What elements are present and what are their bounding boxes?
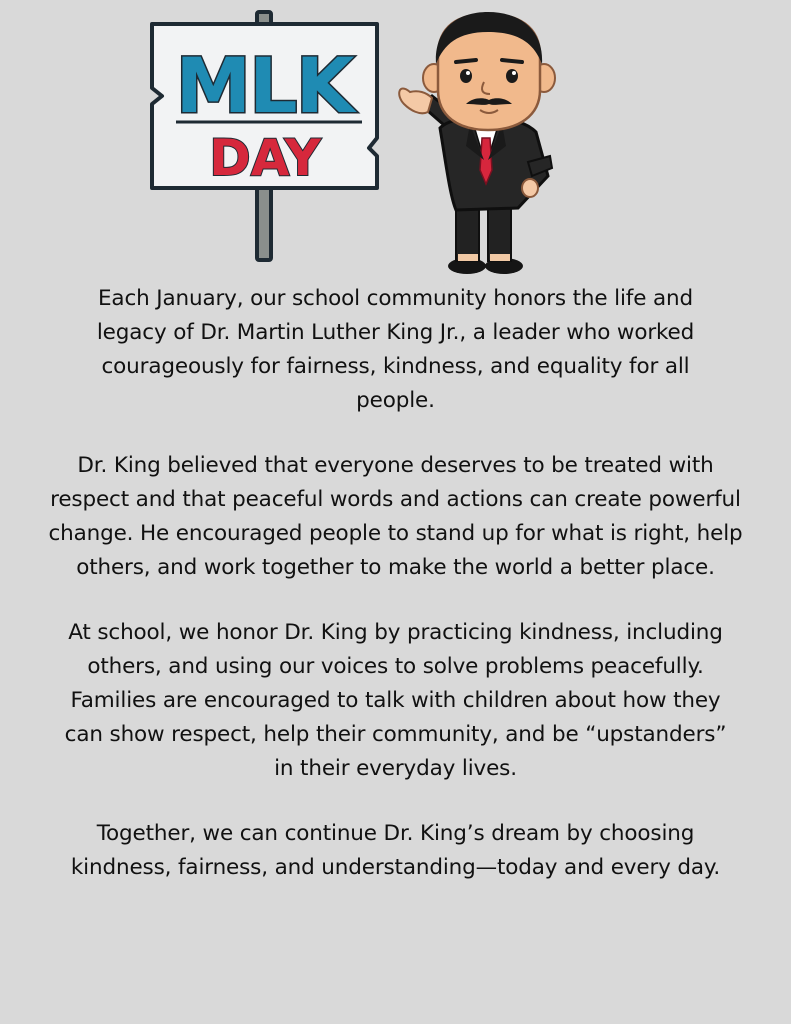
sign-line-day: DAY [209,129,321,187]
mlk-day-sign [152,12,377,260]
article-body [20,282,771,916]
cartoon-man-illustration [399,12,555,274]
paragraph-intro: Each January, our school community honors the life and legacy of Dr. Martin Luther King Jr., a leader who worked courageously for fairness, kindness, and equality for all people. [96,286,695,413]
sign-line-mlk: MLK [175,41,353,130]
header-illustration [0,0,791,285]
paragraph-closing: Together, we can continue Dr. King’s dream by choosing kindness, fairness, and understanding—today and every day. [70,821,721,880]
paragraph-beliefs: Dr. King believed that everyone deserves to be treated with respect and that peaceful words and actions can create powerful change. He encouraged people to stand up for what is right, help others, and work together to make the world a better place. [48,453,743,580]
paragraph-school-practice: At school, we honor Dr. King by practicing kindness, including others, and using our voices to solve problems peacefully. Families are encouraged to talk with children about how they can show respect, help their community, and be “upstanders” in their everyday lives. [64,620,727,781]
